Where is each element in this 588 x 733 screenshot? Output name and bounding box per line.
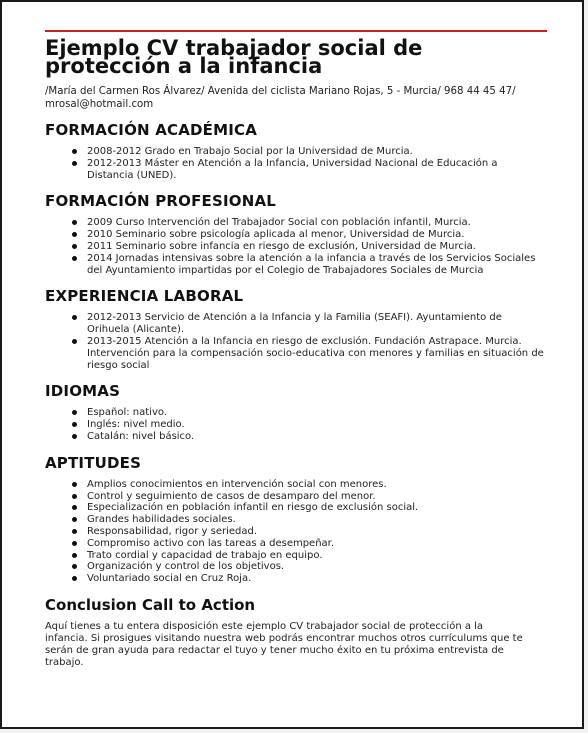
bullet-icon <box>72 149 77 154</box>
list-item <box>87 514 545 526</box>
conclusion-section <box>45 595 545 669</box>
list-item <box>87 526 545 538</box>
bullet-icon <box>72 244 77 249</box>
list-item <box>87 431 545 443</box>
bullet-icon <box>72 434 77 439</box>
bullet-icon <box>72 256 77 261</box>
bullet-icon <box>72 529 77 534</box>
cv-section <box>45 120 545 181</box>
cv-title: Ejemplo CV trabajador social de protección a la infancia <box>45 36 423 78</box>
list-item-text: 2012-2013 Servicio de Atención a la Infancia y la Familia (SEAFI). Ayuntamiento de Orihuela (Alicante). <box>87 312 502 336</box>
cv-section <box>45 381 545 442</box>
bullet-icon <box>72 339 77 344</box>
bullet-icon <box>72 315 77 320</box>
list-item-text: Responsabilidad, rigor y seriedad. <box>87 525 258 537</box>
list-item <box>87 561 545 573</box>
section-list <box>45 312 545 371</box>
section-list <box>45 407 545 442</box>
bullet-icon <box>72 422 77 427</box>
list-item-text: Control y seguimiento de casos de desamparo del menor. <box>87 490 376 502</box>
section-heading: EXPERIENCIA LABORAL <box>45 287 244 306</box>
list-item-text: 2008-2012 Grado en Trabajo Social por la Universidad de Murcia. <box>87 146 413 157</box>
list-item <box>87 229 545 241</box>
sections-container <box>45 120 545 585</box>
list-item-text: 2012-2013 Máster en Atención a la Infancia, Universidad Nacional de Educación a Distancia (UNED). <box>87 157 498 181</box>
conclusion-text: Aquí tienes a tu entera disposición este ejemplo CV trabajador social de protección a la infancia. Si prosigues visitando nuestra web podrás encontrar muchos otros currículums que te serán de gran ayuda para redactar el tuyo y tener mucho éxito en tu próxima entrevista de trabajo. <box>45 620 523 668</box>
list-item <box>87 241 545 253</box>
list-item <box>87 479 545 491</box>
contact-line: /María del Carmen Ros Álvarez/ Avenida del ciclista Mariano Rojas, 5 - Murcia/ 968 44 45 47/ mrosal@hotmail.com <box>45 86 516 110</box>
bullet-icon <box>72 232 77 237</box>
list-item-text: 2011 Seminario sobre infancia en riesgo de exclusión, Universidad de Murcia. <box>87 240 476 252</box>
bullet-icon <box>72 161 77 166</box>
list-item-text: Grandes habilidades sociales. <box>87 514 236 526</box>
list-item <box>87 217 545 229</box>
list-item <box>87 146 545 158</box>
bullet-icon <box>72 564 77 569</box>
cv-section <box>45 191 545 276</box>
list-item-text: 2013-2015 Atención a la Infancia en riesgo de exclusión. Fundación Astrapace. Murcia. Intervención para la compensación socio-educativa con menores y familias en situación de riesgo social <box>87 335 544 371</box>
list-item-text: Voluntariado social en Cruz Roja. <box>87 573 252 585</box>
list-item <box>87 491 545 503</box>
list-item-text: Trato cordial y capacidad de trabajo en equipo. <box>87 549 323 561</box>
bullet-icon <box>72 494 77 499</box>
bullet-icon <box>72 541 77 546</box>
bullet-icon <box>72 482 77 487</box>
list-item-text: 2014 Jornadas intensivas sobre la atención a la infancia a través de los Servicios Sociales del Ayuntamiento impartidas por el Colegio de Trabajadores Sociales de Murcia <box>87 252 536 276</box>
list-item-text: Organización y control de los objetivos. <box>87 561 285 573</box>
list-item-text: Catalán: nivel básico. <box>87 430 195 442</box>
list-item <box>87 336 545 371</box>
section-heading: APTITUDES <box>45 453 142 472</box>
list-item <box>87 550 545 562</box>
list-item <box>87 407 545 419</box>
bullet-icon <box>72 220 77 225</box>
list-item <box>87 502 545 514</box>
list-item-text: Español: nativo. <box>87 407 167 419</box>
header-red-rule <box>45 30 547 32</box>
cv-section <box>45 453 545 585</box>
list-item-text: Compromiso activo con las tareas a desempeñar. <box>87 537 335 549</box>
bullet-icon <box>72 576 77 581</box>
cv-body <box>45 120 545 679</box>
conclusion-heading: Conclusion Call to Action <box>45 595 256 614</box>
list-item-text: 2010 Seminario sobre psicología aplicada al menor, Universidad de Murcia. <box>87 229 465 241</box>
list-item <box>87 158 545 182</box>
list-item <box>87 253 545 277</box>
list-item <box>87 419 545 431</box>
bullet-icon <box>72 410 77 415</box>
section-list <box>45 479 545 585</box>
bullet-icon <box>72 505 77 510</box>
bullet-icon <box>72 517 77 522</box>
list-item-text: Amplios conocimientos en intervención social con menores. <box>87 478 387 490</box>
list-item <box>87 573 545 585</box>
section-heading: IDIOMAS <box>45 382 121 401</box>
list-item-text: Inglés: nivel medio. <box>87 419 185 431</box>
bullet-icon <box>72 553 77 558</box>
list-item <box>87 538 545 550</box>
list-item-text: 2009 Curso Intervención del Trabajador Social con población infantil, Murcia. <box>87 217 471 229</box>
section-list <box>45 217 545 276</box>
section-list <box>45 146 545 181</box>
section-heading: FORMACIÓN PROFESIONAL <box>45 192 277 211</box>
list-item <box>87 312 545 336</box>
section-heading: FORMACIÓN ACADÉMICA <box>45 121 258 139</box>
list-item-text: Especialización en población infantil en riesgo de exclusión social. <box>87 502 419 514</box>
cv-section <box>45 286 545 371</box>
